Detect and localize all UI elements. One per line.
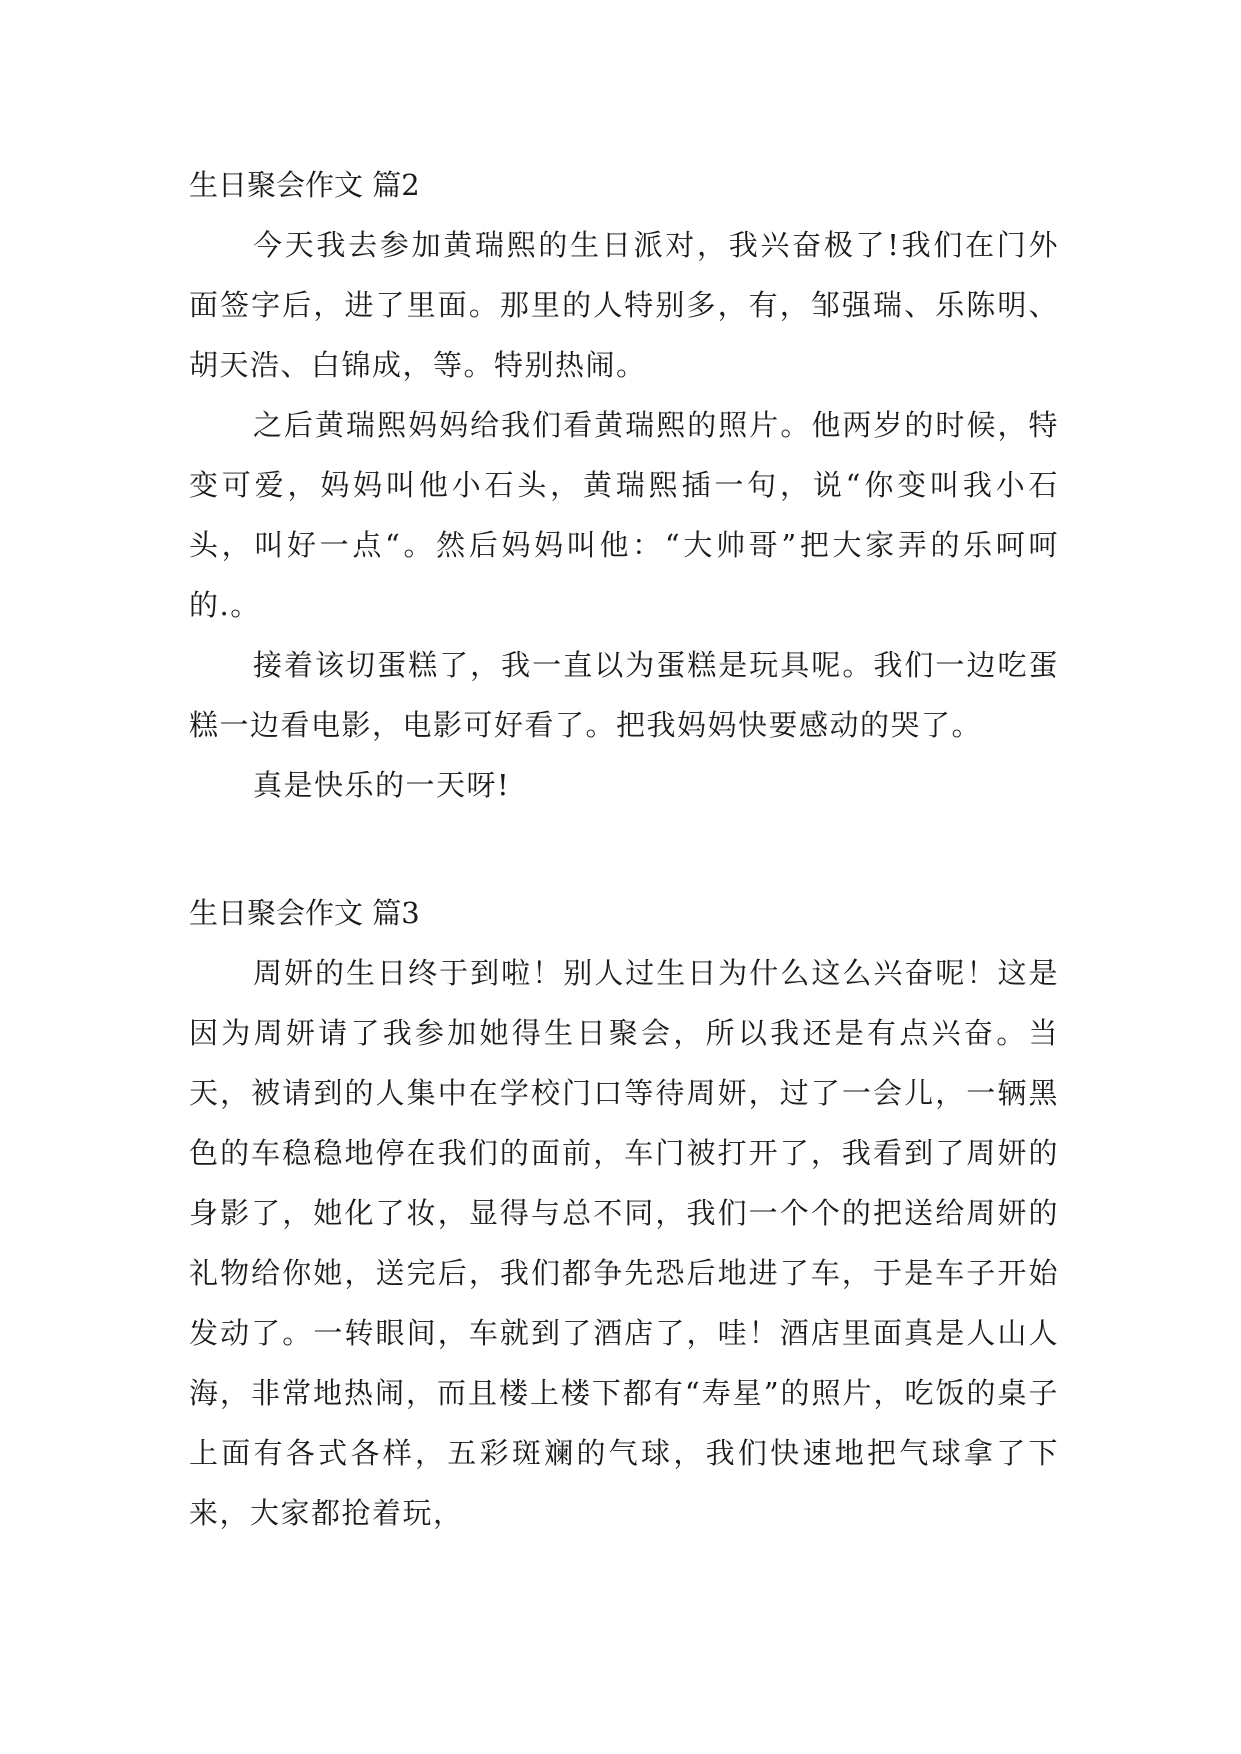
section-title: 生日聚会作文 篇2 — [189, 168, 420, 202]
paragraph: 接着该切蛋糕了，我一直以为蛋糕是玩具呢。我们一边吃蛋糕一边看电影，电影可好看了。把我妈妈快要感动的哭了。 — [189, 648, 1059, 742]
paragraph: 周妍的生日终于到啦！别人过生日为什么这么兴奋呢！这是因为周妍请了我参加她得生日聚会，所以我还是有点兴奋。当天，被请到的人集中在学校门口等待周妍，过了一会儿，一辆黑色的车稳稳地停在我们的面前，车门被打开了，我看到了周妍的身影了，她化了妆，显得与总不同，我们一个个的把送给周妍的礼物给你她，送完后，我们都争先恐后地进了车，于是车子开始发动了。一转眼间，车就到了酒店了，哇！酒店里面真是人山人海，非常地热闹，而且楼上楼下都有“寿星”的照片，吃饭的桌子上面有各式各样，五彩斑斓的气球，我们快速地把气球拿了下来，大家都抢着玩， — [189, 956, 1059, 1530]
paragraph: 真是快乐的一天呀! — [253, 768, 511, 802]
essay-section-3 — [189, 883, 1059, 1543]
section-title: 生日聚会作文 篇3 — [189, 896, 420, 930]
essay-section-2 — [189, 155, 1059, 815]
paragraph: 之后黄瑞熙妈妈给我们看黄瑞熙的照片。他两岁的时候，特变可爱，妈妈叫他小石头，黄瑞熙插一句，说“你变叫我小石头，叫好一点“。然后妈妈叫他：“大帅哥”把大家弄的乐呵呵的.。 — [189, 408, 1059, 622]
section-divider-space — [189, 815, 1059, 883]
document-page — [189, 155, 1059, 1543]
paragraph: 今天我去参加黄瑞熙的生日派对，我兴奋极了!我们在门外面签字后，进了里面。那里的人特别多，有，邹强瑞、乐陈明、胡天浩、白锦成，等。特别热闹。 — [189, 228, 1059, 382]
